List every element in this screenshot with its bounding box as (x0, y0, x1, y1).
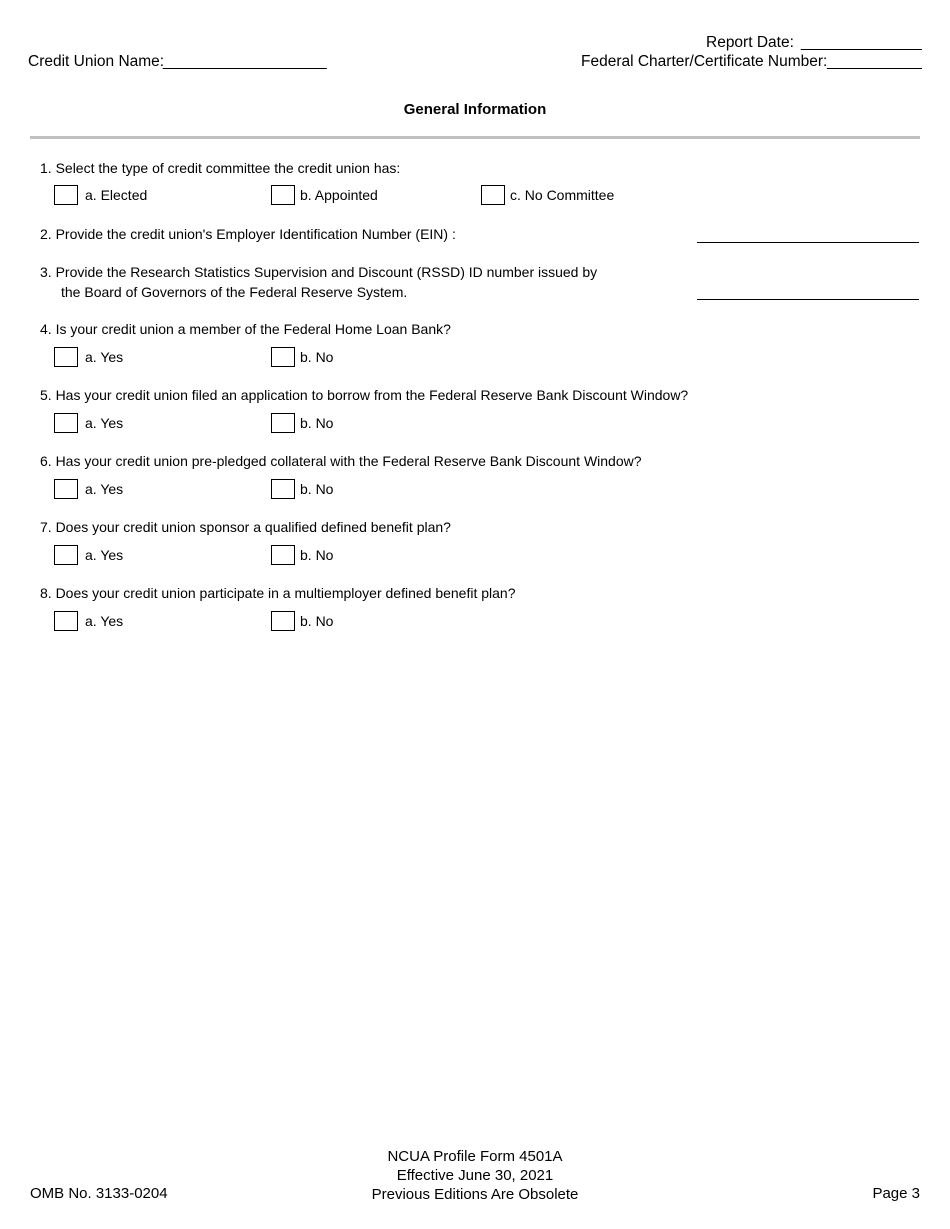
question-7-text: 7. Does your credit union sponsor a qualified defined benefit plan? (40, 519, 451, 535)
q7-yes-label: a. Yes (85, 547, 124, 563)
q1-appointed-checkbox[interactable] (271, 185, 295, 205)
footer-form-name: NCUA Profile Form 4501A (387, 1148, 563, 1165)
credit-union-name-field[interactable]: ___________________ (163, 53, 327, 70)
q1-appointed-label: b. Appointed (300, 187, 378, 203)
report-date-label: Report Date: (706, 34, 794, 51)
q6-no-label: b. No (300, 481, 334, 497)
rssd-answer-line[interactable] (697, 299, 919, 300)
q6-no-checkbox[interactable] (271, 479, 295, 499)
q1-elected-checkbox[interactable] (54, 185, 78, 205)
footer-page-number: Page 3 (872, 1185, 920, 1202)
q7-no-checkbox[interactable] (271, 545, 295, 565)
q5-no-checkbox[interactable] (271, 413, 295, 433)
footer-omb-number: OMB No. 3133-0204 (30, 1185, 168, 1202)
q5-yes-label: a. Yes (85, 415, 124, 431)
question-5-text: 5. Has your credit union filed an application to borrow from the Federal Reserve Bank Discount Window? (40, 387, 689, 403)
q5-yes-checkbox[interactable] (54, 413, 78, 433)
q7-no-label: b. No (300, 547, 334, 563)
q6-yes-checkbox[interactable] (54, 479, 78, 499)
footer-obsolete-note: Previous Editions Are Obsolete (371, 1186, 579, 1203)
q7-yes-checkbox[interactable] (54, 545, 78, 565)
q4-no-label: b. No (300, 349, 334, 365)
q6-yes-label: a. Yes (85, 481, 124, 497)
question-3-line-1: 3. Provide the Research Statistics Supervision and Discount (RSSD) ID number issued by (40, 264, 598, 280)
question-6-text: 6. Has your credit union pre-pledged collateral with the Federal Reserve Bank Discount Window? (40, 453, 642, 469)
question-1-text: 1. Select the type of credit committee the credit union has: (40, 160, 401, 176)
report-date-field[interactable]: ______________ (801, 34, 922, 51)
charter-number-field[interactable]: ___________ (827, 53, 922, 70)
q8-no-label: b. No (300, 613, 334, 629)
title-divider (30, 136, 920, 139)
q4-yes-label: a. Yes (85, 349, 124, 365)
q8-no-checkbox[interactable] (271, 611, 295, 631)
q8-yes-checkbox[interactable] (54, 611, 78, 631)
page-title: General Information (403, 101, 547, 118)
question-2-text: 2. Provide the credit union's Employer Identification Number (EIN) : (40, 226, 456, 242)
credit-union-name-label: Credit Union Name: (28, 53, 165, 70)
q1-no-committee-label: c. No Committee (510, 187, 615, 203)
q4-yes-checkbox[interactable] (54, 347, 78, 367)
q1-no-committee-checkbox[interactable] (481, 185, 505, 205)
footer-effective-date: Effective June 30, 2021 (396, 1167, 554, 1184)
q5-no-label: b. No (300, 415, 334, 431)
charter-number-label: Federal Charter/Certificate Number: (581, 53, 828, 70)
q8-yes-label: a. Yes (85, 613, 124, 629)
question-8-text: 8. Does your credit union participate in a multiemployer defined benefit plan? (40, 585, 516, 601)
q1-elected-label: a. Elected (85, 187, 148, 203)
question-3-line-2: the Board of Governors of the Federal Reserve System. (61, 284, 408, 300)
q4-no-checkbox[interactable] (271, 347, 295, 367)
question-4-text: 4. Is your credit union a member of the Federal Home Loan Bank? (40, 321, 451, 337)
ein-answer-line[interactable] (697, 242, 919, 243)
